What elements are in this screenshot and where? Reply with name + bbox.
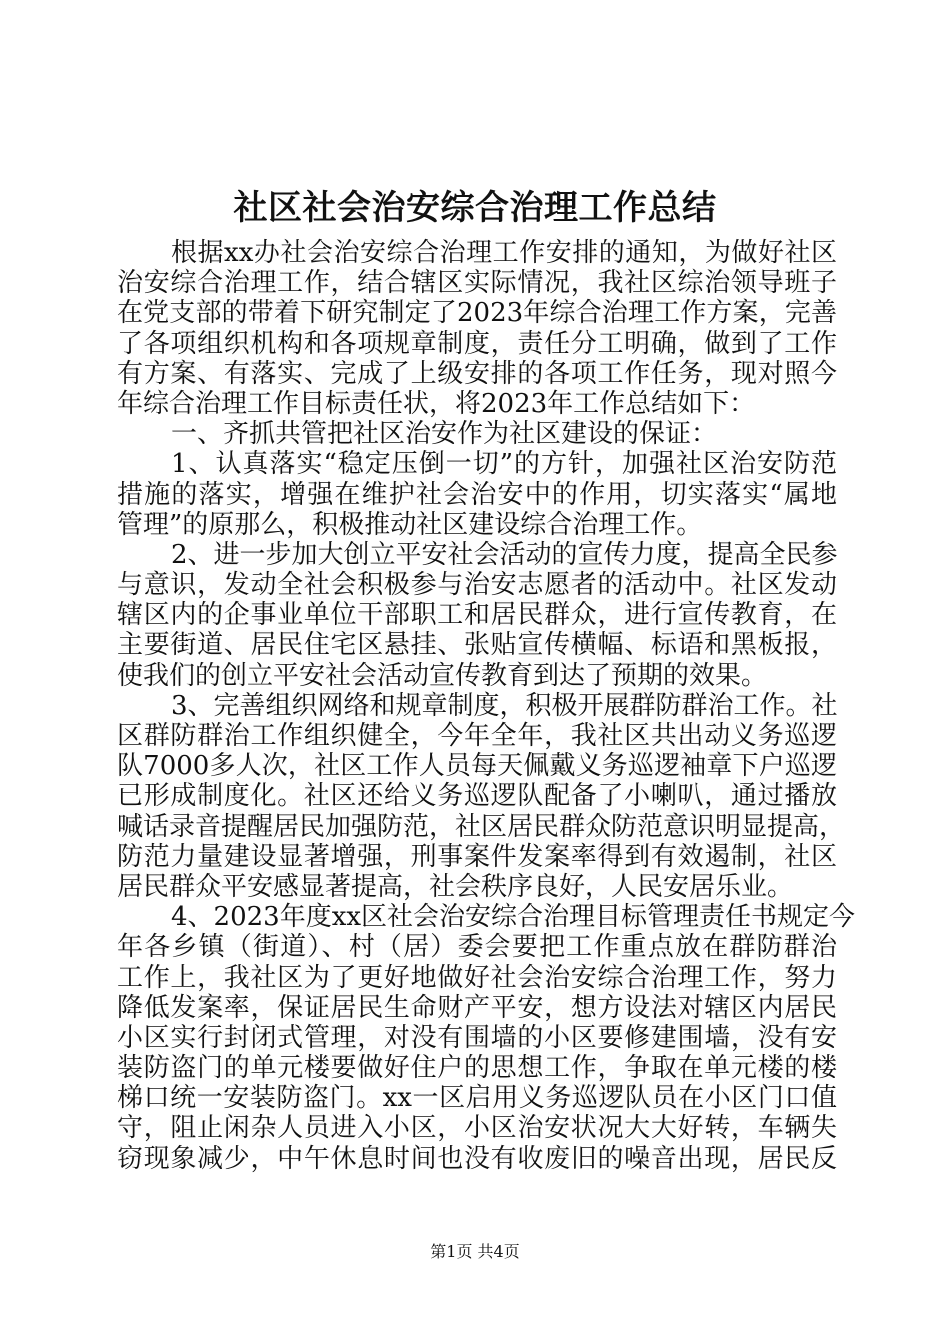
paragraph-line: 了各项组织机构和各项规章制度，责任分工明确，做到了工作	[117, 328, 837, 359]
paragraph-line: 小区实行封闭式管理，对没有围墙的小区要修建围墙，没有安	[117, 1022, 837, 1053]
paragraph-line: 与意识，发动全社会积极参与治安志愿者的活动中。社区发动	[117, 570, 837, 601]
paragraph-line: 根据xx办社会治安综合治理工作安排的通知，为做好社区	[171, 238, 837, 268]
paragraph-line: 2、进一步加大创立平安社会活动的宣传力度，提高全民参	[171, 539, 838, 570]
document-title: 社区社会治安综合治理工作总结	[233, 188, 717, 228]
paragraph	[117, 902, 856, 1174]
paragraph	[117, 690, 846, 902]
paragraph	[117, 419, 837, 449]
paragraph-line: 窃现象减少，中午休息时间也没有收废旧的噪音出现，居民反	[117, 1143, 837, 1174]
paragraph-line: 4、2023年度xx区社会治安综合治理目标管理责任书规定今	[171, 902, 856, 933]
page-number-footer: 第1页 共4页	[430, 1242, 520, 1261]
paragraph	[117, 449, 837, 540]
paragraph-line: 管理”的原那么，积极推动社区建设综合治理工作。	[117, 509, 703, 540]
paragraph-line: 使我们的创立平安社会活动宣传教育到达了预期的效果。	[117, 660, 768, 691]
paragraph-line: 工作上，我社区为了更好地做好社会治安综合治理工作，努力	[117, 962, 837, 993]
paragraph-line: 降低发案率，保证居民生命财产平安，想方设法对辖区内居民	[117, 992, 837, 1023]
paragraph	[117, 540, 837, 691]
paragraph-line: 治安综合治理工作，结合辖区实际情况，我社区综治领导班子	[117, 268, 837, 299]
paragraph-line: 年综合治理工作目标责任状，将2023年工作总结如下：	[117, 388, 756, 419]
paragraph-line: 措施的落实，增强在维护社会治安中的作用，切实落实“属地	[117, 479, 837, 510]
paragraph-line: 装防盗门的单元楼要做好住户的思想工作，争取在单元楼的楼	[117, 1053, 837, 1084]
paragraph-line: 年各乡镇（街道）、村（居）委会要把工作重点放在群防群治	[117, 932, 837, 963]
paragraph-line: 喊话录音提醒居民加强防范，社区居民群众防范意识明显提高，	[117, 811, 846, 842]
paragraph-line: 在党支部的带着下研究制定了2023年综合治理工作方案，完善	[117, 298, 837, 329]
paragraph-line: 防范力量建设显著增强，刑事案件发案率得到有效遏制，社区	[117, 841, 837, 872]
paragraph-line: 已形成制度化。社区还给义务巡逻队配备了小喇叭，通过播放	[117, 781, 837, 812]
paragraph-line: 队7000多人次，社区工作人员每天佩戴义务巡逻袖章下户巡逻	[117, 751, 837, 782]
paragraph-line: 1、认真落实“稳定压倒一切”的方针，加强社区治安防范	[171, 449, 837, 480]
paragraph-line: 辖区内的企事业单位干部职工和居民群众，进行宣传教育，在	[117, 600, 837, 631]
paragraph-line: 梯口统一安装防盗门。xx一区启用义务巡逻队员在小区门口值	[117, 1083, 837, 1114]
paragraph-line: 3、完善组织网络和规章制度，积极开展群防群治工作。社	[171, 690, 838, 721]
paragraph-line: 居民群众平安感显著提高，社会秩序良好，人民安居乐业。	[117, 871, 794, 902]
paragraph-line: 主要街道、居民住宅区悬挂、张贴宣传横幅、标语和黑板报，	[117, 630, 837, 661]
document-body	[117, 238, 856, 1174]
paragraph-line: 守，阻止闲杂人员进入小区，小区治安状况大大好转，车辆失	[117, 1113, 837, 1144]
paragraph	[117, 238, 837, 419]
paragraph-line: 有方案、有落实、完成了上级安排的各项工作任务，现对照今	[117, 358, 837, 389]
paragraph-line: 一、齐抓共管把社区治安作为社区建设的保证：	[171, 419, 718, 450]
paragraph-line: 区群防群治工作组织健全，今年全年，我社区共出动义务巡逻	[117, 721, 837, 751]
